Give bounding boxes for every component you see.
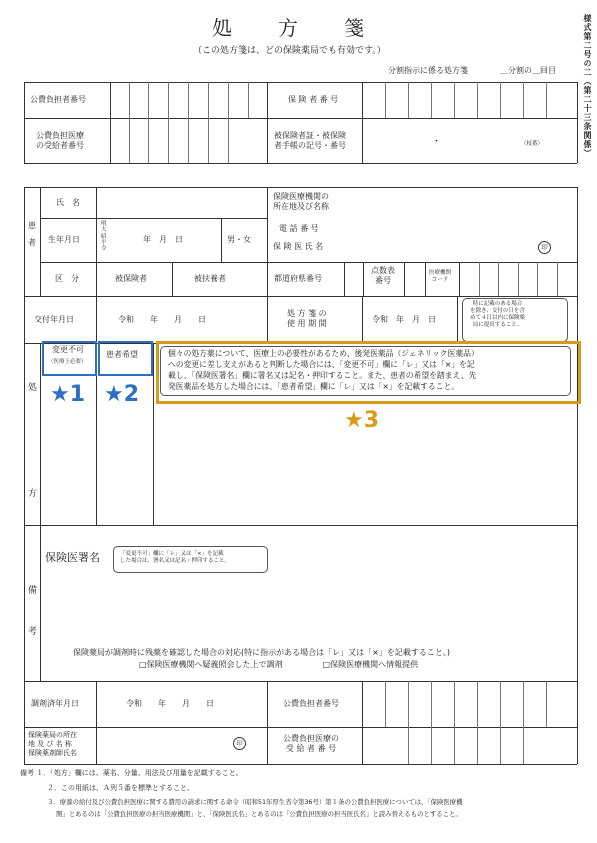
validity-period-label: 処 方 箋 の 使 用 期 間 [287,309,327,329]
pharmacy-info-label: 保険薬局の所在 地 及 び 名 称 保険薬剤師氏名 [28,731,77,758]
signature-note: 「変更不可」欄に「レ」又は「×」を記載 した場合は、署名又は記名・押印すること。 [120,551,231,565]
star-3-annotation: ★3 [344,408,380,433]
note-line-1: 備考 １．「処方」欄には、薬名、分量、用法及び用量を記載すること。 [20,769,243,777]
remarks-label-top: 備 [28,586,38,596]
prefecture-number-label: 都道府県番号 [274,274,322,283]
dispensing-public-payer-label: 公費負担者番号 [283,699,339,708]
patient-name-label: 氏 名 [56,198,80,207]
birth-date-label: 生年月日 [48,235,80,244]
doctor-signature-label: 保険医署名 [45,551,100,564]
no-change-note: （医療上必要） [48,359,87,365]
dependent-option: 被扶養者 [194,274,226,283]
star-2-annotation: ★2 [104,382,140,407]
generic-substitution-instruction: 個々の処方薬について、医療上の必要性があるため、後発医薬品（ジェネリック医薬品） への変更に差し支えがあると判断した場合には、「変更不可」欄に「レ」又は「×」を記 載し、「保険医署名」欄に署名又は記名・押印すること。また、患者の希望を踏まえ、先 発医薬品を処方した場合には、「患者希望」欄に「レ」又は「×」を記載すること。 [168,349,479,391]
category-label: 区 分 [55,274,79,283]
dispensed-date-value: 令和 年 月 日 [126,699,214,708]
validity-date-value: 令和 年 月 日 [372,315,436,324]
insured-person-option: 被保険者 [115,274,147,283]
card-separator-dot: ・ [432,137,442,147]
dispensing-public-recipient-label: 公費負担医療の 受 給 者 番 号 [283,734,339,754]
public-recipient-number-label: 公費負担医療 の受給者番号 [36,131,84,150]
page-title: 処 方 箋 [212,16,366,40]
institution-code-label: 医療機関 コード [429,270,452,283]
note-line-4: 関」とあるのは「公費負担医療の担当医療機関」と、「保険医氏名」とあるのは「公費負担医療の担当医氏名」と読み替えるものとすること。 [56,810,462,818]
no-change-label: 変更不可 [52,345,84,354]
split-dispensing-label: 分割指示に係る処方箋 [388,66,468,75]
branch-number-label: （枝番） [521,141,544,147]
public-payer-number-label: 公費負担者番号 [30,95,86,104]
birth-date-format: 年 月 日 [143,235,183,244]
note-line-2: ２．この用紙は、Ａ列５番を標準とすること。 [47,784,194,792]
issue-date-value: 令和 年 月 日 [118,315,206,324]
pharmacy-leftover-options: □保険医療機関へ疑義照会した上で調剤 □保険医療機関へ情報提供 [139,660,419,669]
form-code: 様式第二号の二（第二十三条関係） [583,14,592,158]
note-line-3: ３．療養の給付及び公費負担医療に関する費用の請求に関する命令（昭和51年厚生省令第36号）第１条の公費負担医療については、「保険医療機 [47,798,463,806]
page-subtitle: （この処方箋は、どの保険薬局でも有効です。） [193,46,386,56]
institution-location-label: 保険医療機関の 所在地及び名称 [273,192,329,211]
split-dispensing-value: ＿分割の＿回目 [500,66,556,75]
pharmacy-leftover-instruction: 保険薬局が調剤時に残薬を確認した場合の対応(特に指示がある場合は「レ」又は「×」を記載すること。) [73,648,450,657]
remarks-label-bottom: 考 [28,627,38,637]
patient-request-label: 患者希望 [106,350,138,359]
star-1-annotation: ★1 [50,382,86,407]
doctor-name-label: 保 険 医 氏 名 [273,242,324,251]
prescription-label-top: 処 [28,383,38,393]
prescription-label-bottom: 方 [28,489,38,499]
patient-section-label: 患 者 [28,221,36,247]
era-options: 明 大 昭 平 令 [101,221,107,253]
pharmacist-seal: 印 [233,737,246,750]
insurer-number-label: 保 険 者 番 号 [288,95,339,104]
point-table-label: 点数表 番号 [371,266,395,285]
sex-options: 男・女 [227,235,251,244]
validity-note: 特に記載のある場合 を除き、交付の日を含 めて４日以内に保険薬 局に提出すること。 [470,301,526,329]
insured-card-symbol-label: 被保険者証・被保険 者手帳の記号・番号 [274,131,346,150]
dispensed-date-label: 調剤済年月日 [31,699,79,708]
phone-label: 電 話 番 号 [279,224,319,233]
issue-date-label: 交付年月日 [34,315,74,324]
doctor-seal: 印 [538,241,551,254]
